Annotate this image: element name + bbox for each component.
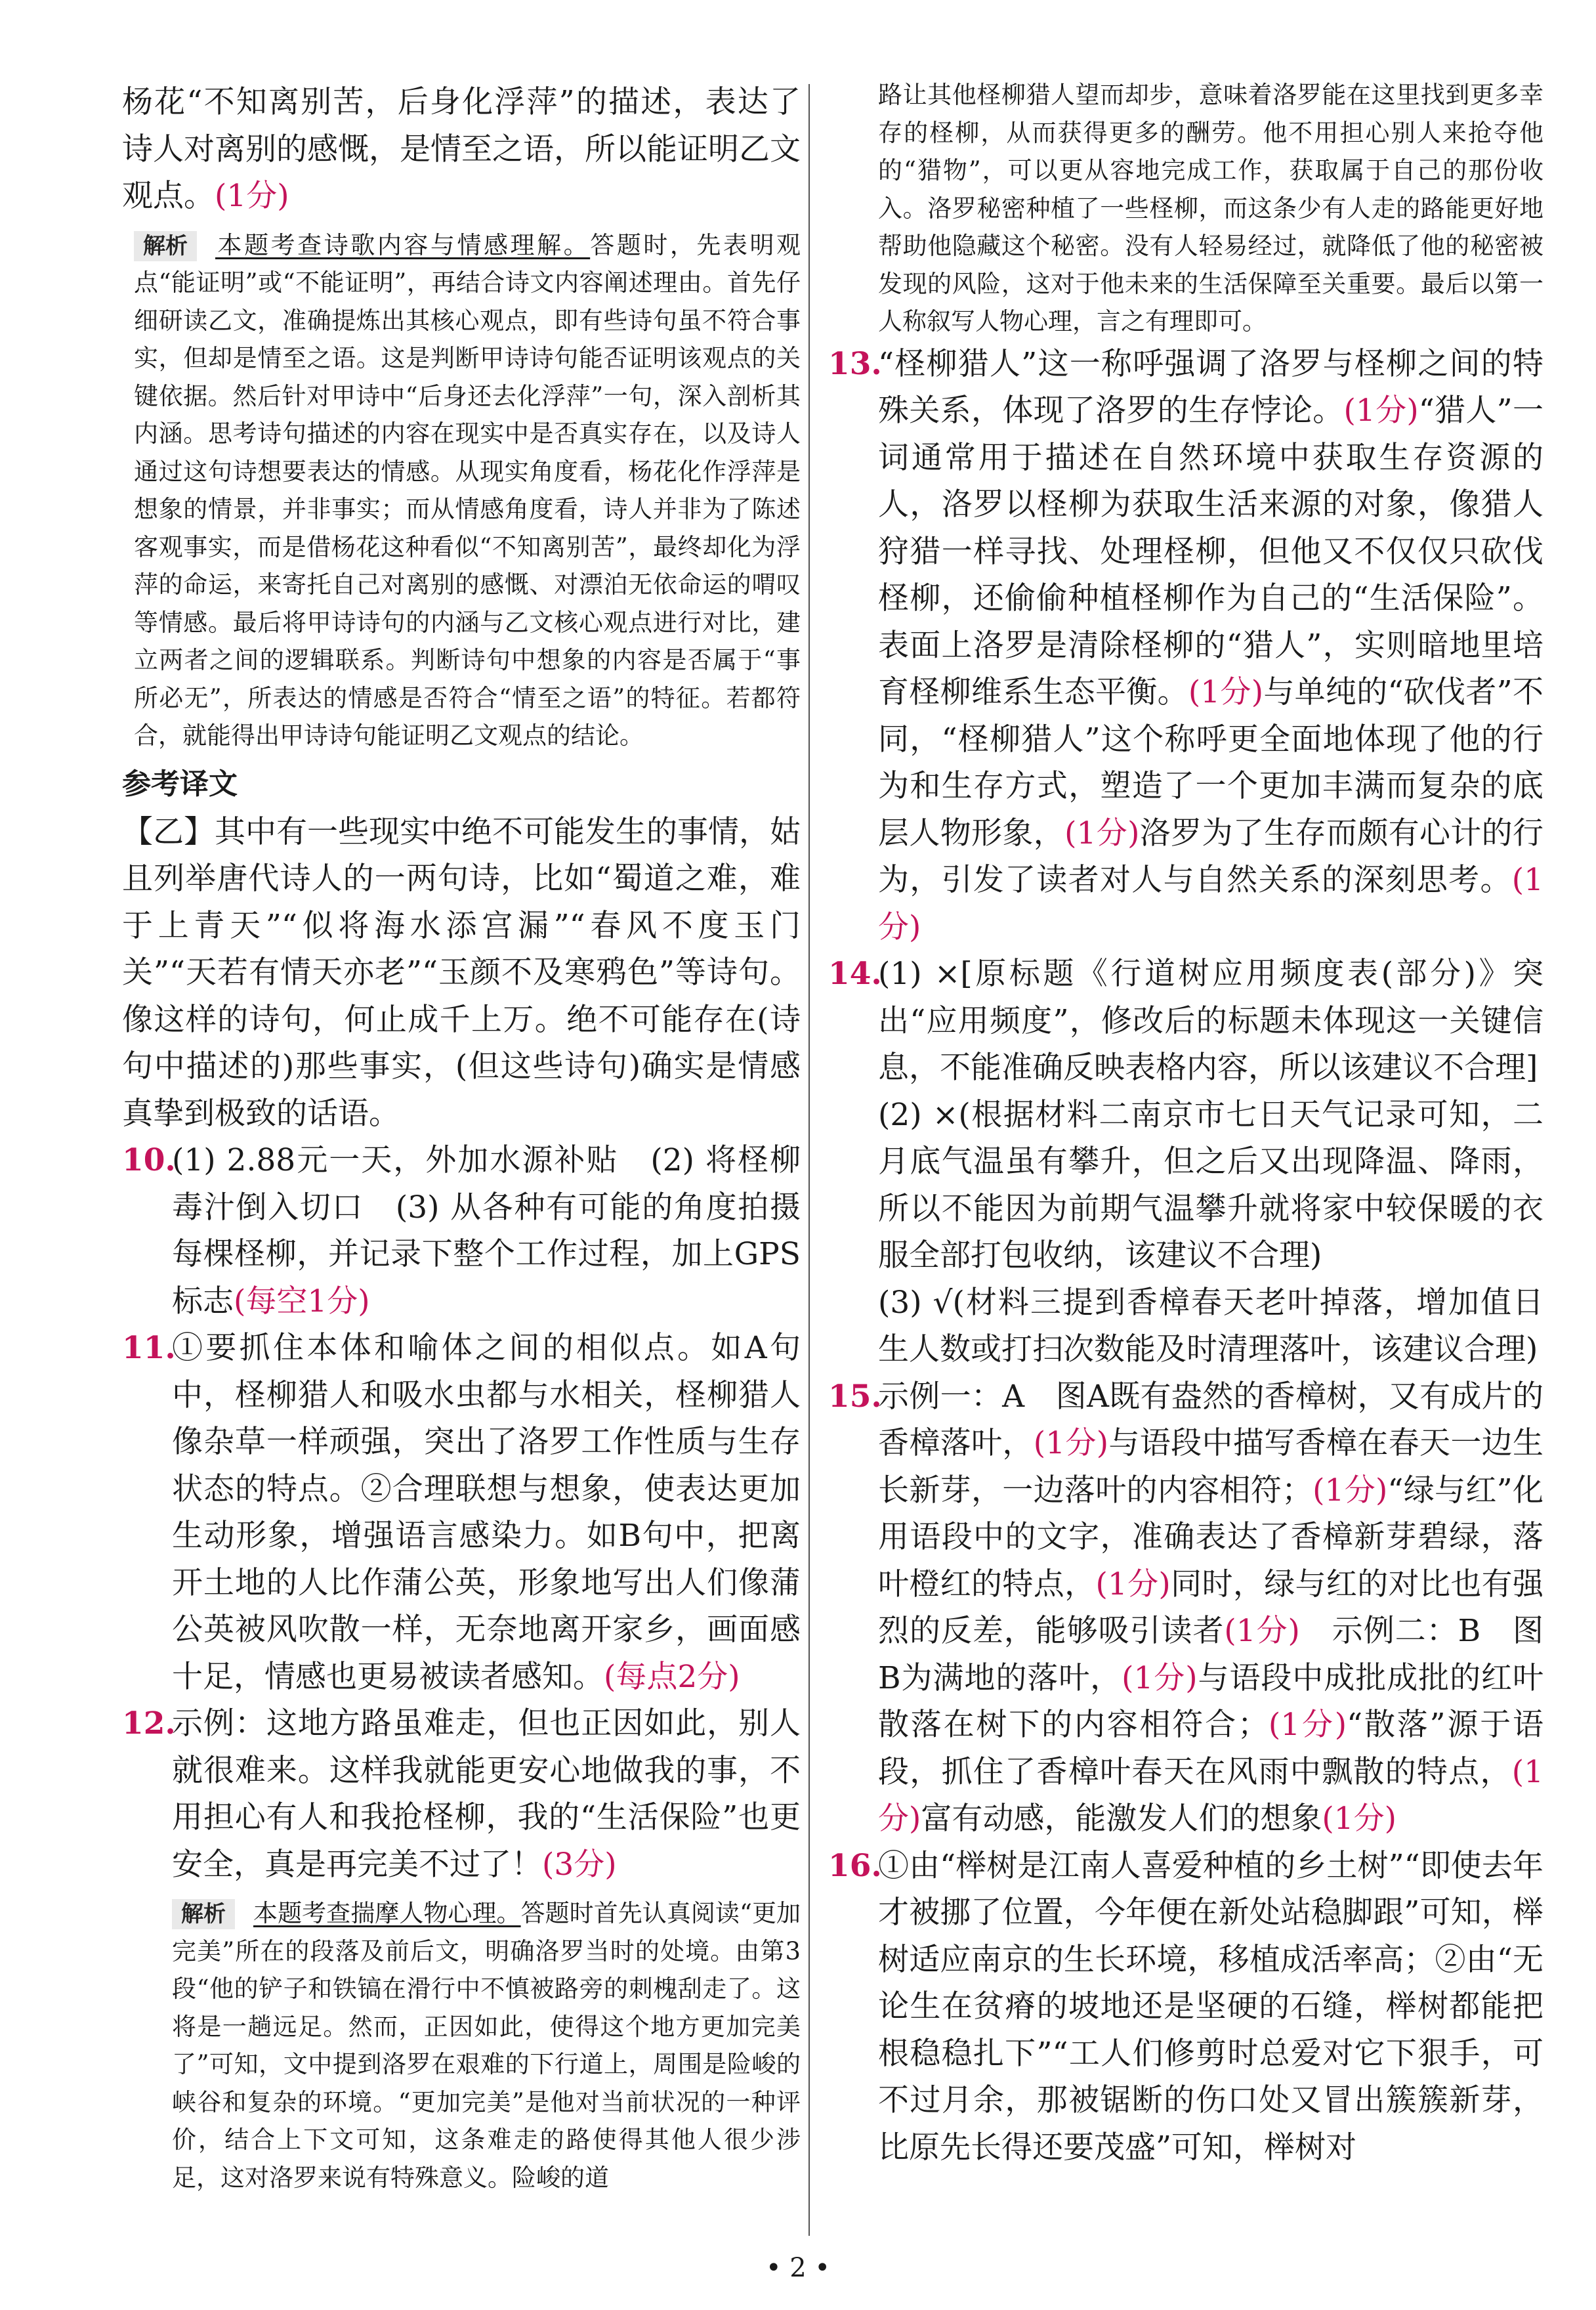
question-10 (122, 1137, 801, 1325)
score: (1分) (1095, 1566, 1171, 1602)
explanation-continuation: 路让其他柽柳猎人望而却步，意味着洛罗能在这里找到更多幸存的柽柳，从而获得更多的酬劳。他不用担心别人来抢夺他的“猎物”，可以更从容地完成工作，获取属于自己的那份收入。洛罗秘密种植了一些柽柳，而这条少有人走的路能更好地帮助他隐藏这个秘密。没有人轻易经过，就降低了他的秘密被发现的风险，这对于他未来的生活保障至关重要。最后以第一人称叙写人物心理，言之有理即可。 (878, 81, 1544, 335)
explanation-text: 答题时首先认真阅读“更加完美”所在的段落及前后文，明确洛罗当时的处境。由第3段“他的铲子和铁镐在滑行中不慎被路旁的刺槐刮走了。这将是一趟远足。然而，正因如此，使得这个地方更加完美了”可知，文中提到洛罗在艰难的下行道上，周围是险峻的峡谷和复杂的环境。“更加完美”是他对当前状况的一种评价，结合上下文可知，这条难走的路使得其他人很少涉足，这对洛罗来说有特殊意义。险峻的道 (172, 1899, 801, 2192)
score: (1分) (1343, 393, 1419, 429)
explanation-tag: 解析 (172, 1899, 235, 1929)
explanation-topic: 本题考查诗歌内容与情感理解。 (215, 230, 591, 259)
reference-translation-heading: 参考译文 (122, 767, 238, 801)
question-number: 11. (122, 1330, 176, 1366)
score: (1分) (1312, 1472, 1388, 1508)
question-number: 13. (828, 345, 882, 382)
answer-text: (1) 2.88元一天，外加水源补贴 (2) 将柽柳毒汁倒入切口 (3) 从各种有可能的角度拍摄每棵柽柳，并记录下整个工作过程，加上GPS标志 (172, 1142, 801, 1319)
answer-part-2: (2) ×(根据材料二南京市七日天气记录可知，二月底气温虽有攀升，但之后又出现降温、降雨，所以不能因为前期气温攀升就将家中较保暖的衣服全部打包收纳，该建议不合理) (878, 1096, 1544, 1273)
column-divider (808, 84, 810, 2236)
score: (1分) (1033, 1425, 1109, 1461)
question-number: 14. (828, 956, 882, 992)
explanation-text: 答题时，先表明观点“能证明”或“不能证明”，再结合诗文内容阐述理由。首先仔细研读乙文，准确提炼出其核心观点，即有些诗句虽不符合事实，但却是情至之语。这是判断甲诗诗句能否证明该观点的关键依据。然后针对甲诗中“后身还去化浮萍”一句，深入剖析其内涵。思考诗句描述的内容在现实中是否真实存在，以及诗人通过这句诗想要表达的情感。从现实角度看，杨花化作浮萍是想象的情景，并非事实；而从情感角度看，诗人并非为了陈述客观事实，而是借杨花这种看似“不知离别苦”，最终却化为浮萍的命运，来寄托自己对离别的感慨、对漂泊无依命运的喟叹等情感。最后将甲诗诗句的内涵与乙文核心观点进行对比，建立两者之间的逻辑联系。判断诗句中想象的内容是否属于“事所必无”，所表达的情感是否符合“情至之语”的特征。若都符合，就能得出甲诗诗句能证明乙文观点的结论。 (134, 230, 801, 750)
question-13: 13. “柽柳猎人”这一称呼强调了洛罗与柽柳之间的特殊关系，体现了洛罗的生存悖论。(1分)“猎人”一词通常用于描述在自然环境中获取生存资源的人，洛罗以柽柳为获取生活来源的对象，像猎人狩猎一样寻找、处理柽柳，但他又不仅仅只砍伐柽柳，还偷偷种植柽柳作为自己的“生活保险”。表面上洛罗是清除柽柳的“猎人”，实则暗地里培育柽柳维系生态平衡。(1分)与单纯的“砍伐者”不同，“柽柳猎人”这个称呼更全面地体现了他的行为和生存方式，塑造了一个更加丰满而复杂的底层人物形象，(1分)洛罗为了生存而颇有心计的行为，引发了读者对人与自然关系的深刻思考。(1分) (828, 341, 1544, 951)
question-12 (122, 1700, 801, 1888)
question-number: 15. (828, 1378, 882, 1415)
explanation-tag: 解析 (134, 231, 197, 261)
q9-continuation: 杨花“不知离别苦，后身化浮萍”的描述，表达了诗人对离别的感慨，是情至之语，所以能证明乙文观点。(1分) (122, 84, 801, 214)
score: (1分) (1188, 674, 1264, 710)
score: (1分) (1122, 1659, 1198, 1696)
answer-text: ①要抓住本体和喻体之间的相似点。如A句中，柽柳猎人和吸水虫都与水相关，柽柳猎人像杂草一样顽强，突出了洛罗工作性质与生存状态的特点。②合理联想与想象，使表达更加生动形象，增强语言感染力。如B句中，把离开土地的人比作蒲公英，形象地写出人们像蒲公英被风吹散一样，无奈地离开家乡，画面感十足，情感也更易被读者感知。 (172, 1330, 801, 1695)
question-11 (122, 1325, 801, 1700)
question-15: 15. 示例一：A 图A既有盎然的香樟树，又有成片的香樟落叶，(1分)与语段中描写香樟在春天一边生长新芽，一边落叶的内容相符；(1分)“绿与红”化用语段中的文字，准确表达了香樟新芽碧绿，落叶橙红的特点，(1分)同时，绿与红的对比也有强烈的反差，能够吸引读者(1分) 示例二：B 图B为满地的落叶，(1分)与语段中成批成批的红叶散落在树下的内容相符合；(1分)“散落”源于语段，抓住了香樟叶春天在风雨中飘散的特点，(1分)富有动感，能激发人们的想象(1分) (828, 1373, 1544, 1843)
score: (3分) (542, 1846, 617, 1883)
score: (1分) (1322, 1801, 1396, 1837)
reference-translation-text: 【乙】其中有一些现实中绝不可能发生的事情，姑且列举唐代诗人的一两句诗，比如“蜀道之难，难于上青天”“似将海水添宫漏”“春风不度玉门关”“天若有情天亦老”“玉颜不及寒鸦色”等诗句。像这样的诗句，何止成千上万。绝不可能存在(诗句中描述的)那些事实，(但这些诗句)确实是情感真挚到极致的话语。 (122, 813, 801, 1132)
answer-text: ①由“榉树是江南人喜爱种植的乡土树”“即使去年才被挪了位置，今年便在新处站稳脚跟”可知，榉树适应南京的生长环境，移植成活率高；②由“无论生在贫瘠的坡地还是坚硬的石缝，榉树都能把根稳稳扎下”“工人们修剪时总爱对它下狠手，可不过月余，那被锯断的伤口处又冒出簇簇新芽，比原先长得还要茂盛”可知，榉树对 (878, 1847, 1544, 2166)
question-14 (828, 951, 1544, 1373)
explanation-block (122, 226, 801, 755)
score: (1分) (878, 1753, 1544, 1837)
answer-part-1: (1) ×[原标题《行道树应用频度表(部分)》突出“应用频度”，修改后的标题未体现这一关键信息，不能准确反映表格内容，所以该建议不合理] (878, 956, 1544, 1086)
score: (1分) (215, 178, 289, 214)
answer-part-3: (3) √(材料三提到香樟春天老叶掉落，增加值日生人数或打扫次数能及时清理落叶，该建议合理) (878, 1284, 1544, 1367)
score: (每点2分) (604, 1658, 740, 1695)
question-number: 10. (122, 1142, 176, 1178)
score: (1分) (1268, 1707, 1347, 1743)
answer-text: 示例：这地方路虽难走，但也正因如此，别人就很难来。这样我就能更安心地做我的事，不用担心有人和我抢柽柳，我的“生活保险”也更安全，真是再完美不过了！ (172, 1705, 801, 1883)
question-number: 12. (122, 1705, 176, 1742)
question-number: 16. (828, 1847, 882, 1884)
explanation-topic: 本题考查揣摩人物心理。 (253, 1899, 521, 1927)
score: (每空1分) (234, 1283, 370, 1319)
score: (1分) (1064, 815, 1140, 851)
score: (1分) (1224, 1613, 1300, 1649)
score: (1分) (878, 862, 1544, 945)
right-column (828, 76, 1544, 2171)
question-16 (828, 1843, 1544, 2171)
left-column (122, 79, 801, 2196)
page-number: • 2 • (765, 2253, 831, 2283)
explanation-block (122, 1894, 801, 2196)
